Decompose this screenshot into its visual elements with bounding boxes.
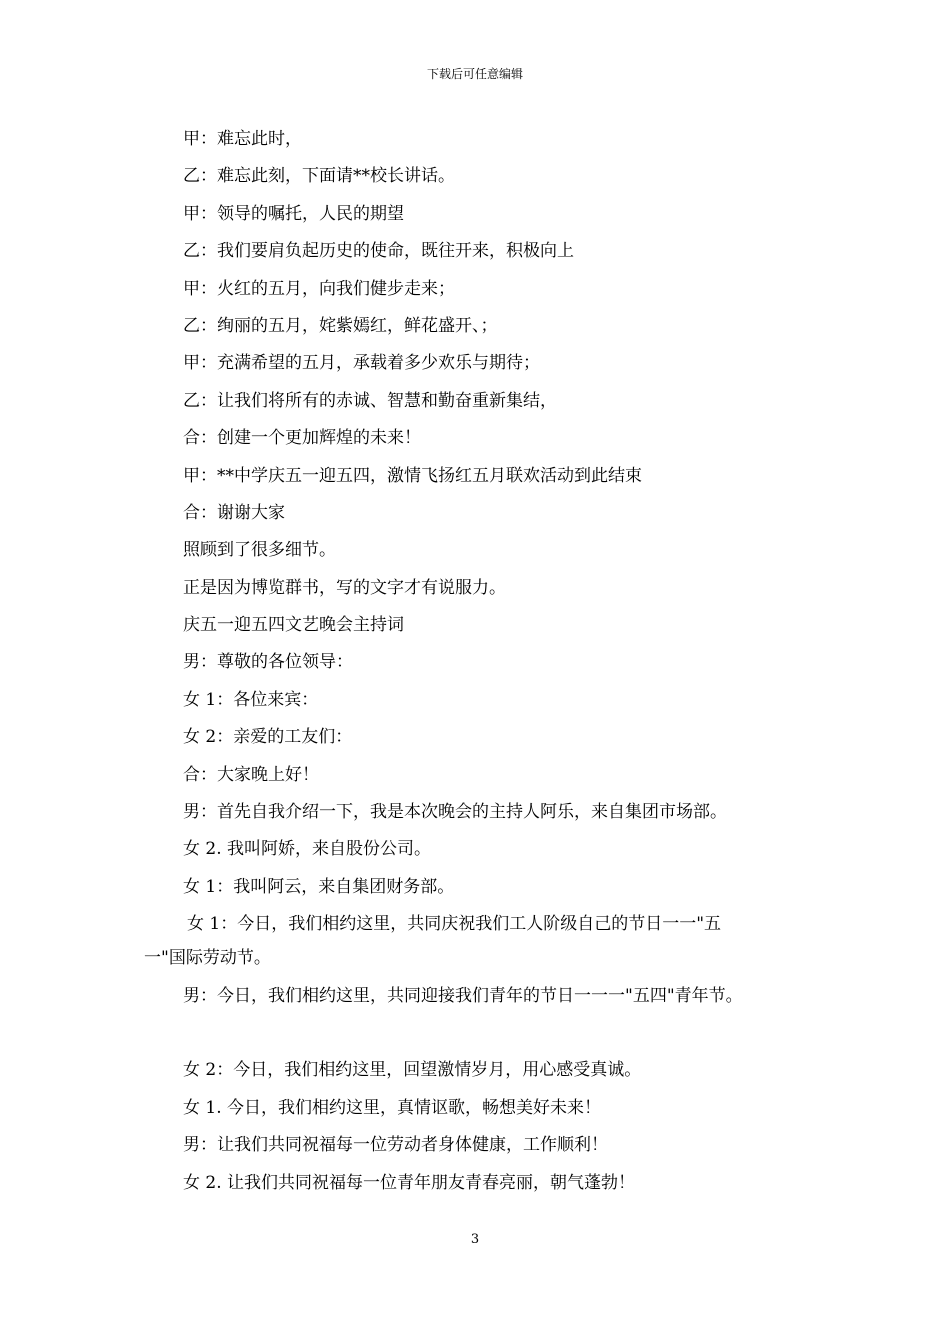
section-title: 庆五一迎五四文艺晚会主持词: [183, 615, 404, 636]
text-line: 甲：**中学庆五一迎五四，激情飞扬红五月联欢活动到此结束: [183, 465, 642, 486]
document-body: [144, 122, 834, 1203]
text-line: 甲：领导的嘱托，人民的期望: [183, 203, 404, 224]
text-line: 女 2. 我叫阿娇，来自股份公司。: [183, 839, 432, 860]
text-line: 男：首先自我介绍一下，我是本次晚会的主持人阿乐，来自集团市场部。: [183, 802, 727, 823]
wrapped-paragraph-continuation: 一"国际劳动节。: [144, 948, 271, 969]
page-header: 下载后可任意编辑: [426, 67, 523, 81]
text-line: 甲：火红的五月，向我们健步走来；: [183, 278, 455, 299]
text-line: 乙：绚丽的五月，姹紫嫣红，鲜花盛开、；: [183, 315, 498, 336]
text-line: 正是因为博览群书，写的文字才有说服力。: [183, 577, 506, 598]
text-line: 女 1. 今日，我们相约这里，真情讴歌，畅想美好未来！: [183, 1097, 602, 1118]
text-line: 甲：充满希望的五月，承载着多少欢乐与期待；: [183, 353, 540, 374]
text-line: 男：让我们共同祝福每一位劳动者身体健康，工作顺利！: [183, 1135, 608, 1156]
page-number: 3: [470, 1232, 480, 1247]
text-line: 女 1：各位来宾：: [183, 689, 319, 710]
text-line: 女 2：今日，我们相约这里，回望激情岁月，用心感受真诚。: [183, 1060, 642, 1081]
text-line: 照顾到了很多细节。: [183, 540, 336, 561]
text-line: 甲：难忘此时，: [183, 129, 302, 149]
text-line: 乙：让我们将所有的赤诚、智慧和勤奋重新集结，: [183, 390, 557, 411]
text-line: 合：创建一个更加辉煌的未来！: [183, 428, 421, 449]
text-line: 男：尊敬的各位领导：: [183, 652, 353, 673]
wrapped-paragraph-first-line: 女 1：今日，我们相约这里，共同庆祝我们工人阶级自己的节日一一"五: [187, 914, 722, 935]
text-line: 男：今日，我们相约这里，共同迎接我们青年的节日一一一"五四"青年节。: [183, 985, 743, 1006]
text-line: 乙：难忘此刻，下面请**校长讲话。: [183, 166, 455, 187]
text-line: 合：谢谢大家: [183, 502, 285, 523]
wrapped-paragraph: [144, 907, 834, 978]
text-line: 女 2：亲爱的工友们：: [183, 727, 353, 748]
text-line: 女 2. 让我们共同祝福每一位青年朋友青春亮丽，朝气蓬勃！: [183, 1172, 636, 1193]
text-line: 合：大家晚上好！: [183, 764, 319, 785]
blank-line: [144, 1016, 834, 1053]
text-line: 女 1：我叫阿云，来自集团财务部。: [183, 876, 455, 897]
text-line: 乙：我们要肩负起历史的使命，既往开来，积极向上: [183, 241, 574, 262]
